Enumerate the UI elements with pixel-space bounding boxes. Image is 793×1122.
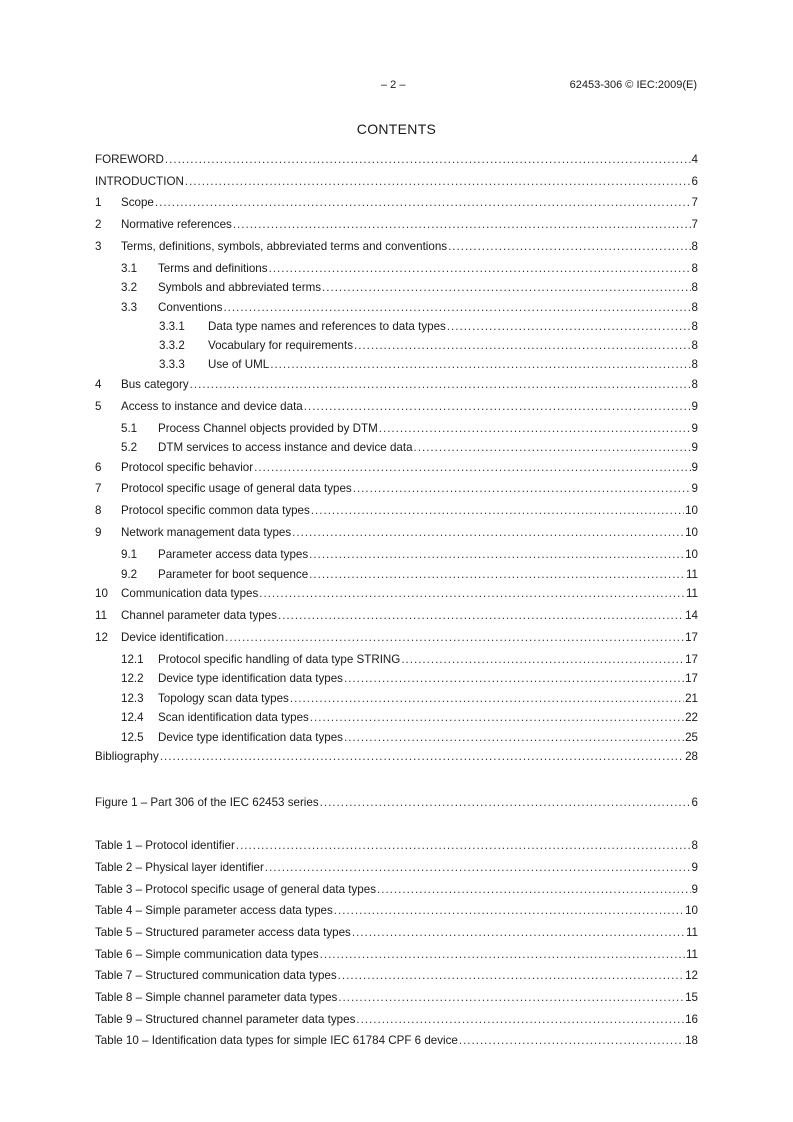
toc-entry-page: 9 — [691, 461, 698, 474]
toc-entry[interactable] — [121, 421, 698, 437]
toc-entry-text: Device type identification data types — [158, 672, 343, 685]
toc-entry[interactable] — [95, 749, 698, 765]
toc-entry[interactable] — [159, 319, 698, 335]
table-entry-page: 8 — [691, 839, 698, 852]
toc-entry-page: 22 — [685, 711, 698, 724]
dot-leader — [320, 795, 691, 811]
dot-leader — [414, 440, 691, 456]
dot-leader — [165, 152, 691, 168]
toc-entry-page: 17 — [685, 672, 698, 685]
toc-entry[interactable] — [121, 691, 698, 707]
dot-leader — [310, 710, 684, 726]
toc-entry[interactable] — [121, 567, 698, 583]
toc-entry-text: Conventions — [158, 301, 223, 314]
toc-entry[interactable] — [95, 174, 698, 190]
toc-entry[interactable] — [121, 710, 698, 726]
table-entry-page: 11 — [685, 926, 698, 939]
toc-entry[interactable] — [121, 300, 698, 316]
toc-entry[interactable] — [95, 152, 698, 168]
dot-leader — [265, 860, 691, 876]
toc-entry-page: 17 — [685, 631, 698, 644]
toc-entry-number: 3.3 — [121, 301, 138, 314]
toc-entry-number: 8 — [95, 504, 102, 517]
table-entry-page: 11 — [685, 948, 698, 961]
toc-entry-number: 12.1 — [121, 653, 144, 666]
toc-entry-number: 10 — [95, 587, 108, 600]
toc-entry-number: 12.2 — [121, 672, 144, 685]
table-entry[interactable] — [95, 903, 698, 919]
toc-entry-page: 9 — [691, 422, 698, 435]
toc-entry-text: Normative references — [121, 218, 232, 231]
toc-entry-page: 10 — [685, 504, 698, 517]
toc-entry[interactable] — [95, 481, 698, 497]
toc-entry[interactable] — [95, 217, 698, 233]
table-entry[interactable] — [95, 925, 698, 941]
toc-entry-page: 28 — [685, 750, 698, 763]
table-entry[interactable] — [95, 968, 698, 984]
table-entry-text: Table 3 – Protocol specific usage of general data types — [95, 883, 377, 896]
toc-entry[interactable] — [121, 652, 698, 668]
table-entry[interactable] — [95, 947, 698, 963]
toc-entry-text: INTRODUCTION — [95, 175, 184, 188]
dot-leader — [356, 1012, 684, 1028]
table-entry-page: 16 — [685, 1013, 698, 1026]
toc-entry-number: 2 — [95, 218, 102, 231]
dot-leader — [236, 838, 691, 854]
toc-entry-text: Use of UML — [208, 358, 270, 371]
dot-leader — [304, 399, 691, 415]
dot-leader — [309, 547, 684, 563]
table-entry-text: Table 2 – Physical layer identifier — [95, 861, 264, 874]
toc-entry[interactable] — [95, 630, 698, 646]
dot-leader — [320, 947, 685, 963]
toc-entry-number: 5.1 — [121, 422, 138, 435]
table-entry-page: 15 — [685, 991, 698, 1004]
page-number: – 2 – — [381, 79, 406, 91]
toc-entry-text: Scope — [121, 196, 154, 209]
toc-entry-page: 9 — [691, 482, 698, 495]
toc-entry[interactable] — [95, 525, 698, 541]
toc-entry[interactable] — [95, 399, 698, 415]
dot-leader — [185, 174, 691, 190]
dot-leader — [377, 882, 691, 898]
dot-leader — [233, 217, 691, 233]
table-entry[interactable] — [95, 1012, 698, 1028]
dot-leader — [338, 990, 684, 1006]
dot-leader — [459, 1033, 684, 1049]
toc-entry-number: 3.2 — [121, 281, 138, 294]
toc-entry-number: 9.1 — [121, 548, 138, 561]
table-entry-text: Table 7 – Structured communication data types — [95, 969, 337, 982]
toc-entry-number: 3.1 — [121, 262, 138, 275]
dot-leader — [334, 903, 684, 919]
dot-leader — [269, 261, 691, 277]
dot-leader — [353, 481, 691, 497]
toc-entry-page: 6 — [691, 175, 698, 188]
toc-entry-page: 4 — [691, 153, 698, 166]
dot-leader — [292, 525, 684, 541]
toc-entry-text: Parameter for boot sequence — [158, 568, 309, 581]
dot-leader — [322, 280, 691, 296]
dot-leader — [379, 421, 691, 437]
toc-entry-text: Access to instance and device data — [121, 400, 303, 413]
toc-entry-number: 3.3.3 — [159, 358, 185, 371]
toc-entry[interactable] — [121, 280, 698, 296]
toc-entry-number: 11 — [95, 609, 108, 622]
table-entry-page: 18 — [685, 1034, 698, 1047]
table-entry-text: Table 10 – Identification data types for simple IEC 61784 CPF 6 device — [95, 1034, 458, 1047]
dot-leader — [448, 239, 690, 255]
toc-entry-text: Terms, definitions, symbols, abbreviated terms and conventions — [121, 240, 448, 253]
toc-entry-text: FOREWORD — [95, 153, 164, 166]
toc-entry-page: 11 — [685, 587, 698, 600]
figure-entry[interactable] — [95, 795, 698, 811]
table-entry[interactable] — [95, 1033, 698, 1049]
toc-entry-page: 8 — [691, 378, 698, 391]
toc-entry[interactable] — [159, 357, 698, 373]
toc-entry[interactable] — [95, 503, 698, 519]
toc-entry-text: Protocol specific common data types — [121, 504, 310, 517]
dot-leader — [278, 608, 684, 624]
toc-entry-number: 12.3 — [121, 692, 144, 705]
toc-entry-number: 1 — [95, 196, 102, 209]
toc-entry-number: 9 — [95, 526, 102, 539]
dot-leader — [344, 671, 684, 687]
toc-entry-text: Symbols and abbreviated terms — [158, 281, 322, 294]
dot-leader — [223, 300, 690, 316]
table-entry-text: Table 1 – Protocol identifier — [95, 839, 235, 852]
toc-entry[interactable] — [121, 730, 698, 746]
toc-entry-number: 12 — [95, 631, 108, 644]
toc-entry-text: Network management data types — [121, 526, 292, 539]
toc-entry-text: Protocol specific usage of general data types — [121, 482, 352, 495]
table-entry[interactable] — [95, 990, 698, 1006]
toc-entry-page: 9 — [691, 441, 698, 454]
toc-entry-text: Scan identification data types — [158, 711, 309, 724]
table-entry[interactable] — [95, 838, 698, 854]
toc-entry-text: Channel parameter data types — [121, 609, 277, 622]
toc-entry-text: Bibliography — [95, 750, 159, 763]
toc-entry[interactable] — [121, 440, 698, 456]
toc-entry-page: 8 — [691, 281, 698, 294]
table-entry[interactable] — [95, 882, 698, 898]
figure-entry-page: 6 — [691, 796, 698, 809]
toc-entry-page: 8 — [691, 339, 698, 352]
toc-entry-number: 4 — [95, 378, 102, 391]
dot-leader — [311, 503, 684, 519]
toc-entry-number: 5.2 — [121, 441, 138, 454]
toc-entry-text: Communication data types — [121, 587, 259, 600]
toc-entry-page: 7 — [691, 196, 698, 209]
document-id: 62453-306 © IEC:2009(E) — [569, 79, 697, 91]
toc-entry[interactable] — [95, 195, 698, 211]
table-entry-page: 9 — [691, 883, 698, 896]
dot-leader — [290, 691, 684, 707]
toc-entry-text: Vocabulary for requirements — [208, 339, 353, 352]
toc-entry-number: 9.2 — [121, 568, 138, 581]
table-entry-page: 10 — [685, 904, 698, 917]
toc-entry-text: Terms and definitions — [158, 262, 268, 275]
dot-leader — [344, 730, 684, 746]
toc-entry-number: 3.3.1 — [159, 320, 185, 333]
dot-leader — [225, 630, 684, 646]
page-title: CONTENTS — [356, 121, 437, 137]
toc-entry[interactable] — [121, 671, 698, 687]
toc-entry-number: 3.3.2 — [159, 339, 185, 352]
toc-entry[interactable] — [121, 547, 698, 563]
table-entry-text: Table 5 – Structured parameter access data types — [95, 926, 351, 939]
toc-entry-number: 7 — [95, 482, 102, 495]
toc-entry-page: 10 — [685, 526, 698, 539]
dot-leader — [338, 968, 684, 984]
toc-entry-text: Topology scan data types — [158, 692, 289, 705]
toc-entry-page: 7 — [691, 218, 698, 231]
table-entry-text: Table 8 – Simple channel parameter data types — [95, 991, 338, 1004]
dot-leader — [270, 357, 690, 373]
toc-entry[interactable] — [121, 261, 698, 277]
dot-leader — [309, 567, 685, 583]
toc-entry-text: Data type names and references to data types — [208, 320, 446, 333]
toc-entry-number: 12.4 — [121, 711, 144, 724]
toc-entry-page: 14 — [685, 609, 698, 622]
table-entry-text: Table 9 – Structured channel parameter data types — [95, 1013, 356, 1026]
toc-entry-page: 10 — [685, 548, 698, 561]
dot-leader — [254, 460, 690, 476]
toc-entry[interactable] — [159, 338, 698, 354]
dot-leader — [401, 652, 684, 668]
dot-leader — [160, 749, 684, 765]
toc-entry-number: 12.5 — [121, 731, 144, 744]
toc-entry-text: Parameter access data types — [158, 548, 309, 561]
toc-entry-number: 3 — [95, 240, 102, 253]
dot-leader — [447, 319, 691, 335]
toc-entry[interactable] — [95, 586, 698, 602]
toc-entry-text: DTM services to access instance and device data — [158, 441, 413, 454]
toc-entry-page: 17 — [685, 653, 698, 666]
figure-entry-text: Figure 1 – Part 306 of the IEC 62453 series — [95, 796, 319, 809]
toc-entry-number: 5 — [95, 400, 102, 413]
toc-entry-page: 8 — [691, 262, 698, 275]
toc-entry-page: 21 — [685, 692, 698, 705]
toc-entry-number: 6 — [95, 461, 102, 474]
toc-entry-page: 8 — [691, 301, 698, 314]
toc-entry-text: Bus category — [121, 378, 189, 391]
table-entry[interactable] — [95, 860, 698, 876]
dot-leader — [352, 925, 685, 941]
toc-entry-text: Protocol specific behavior — [121, 461, 254, 474]
table-entry-page: 12 — [685, 969, 698, 982]
toc-entry-page: 11 — [685, 568, 698, 581]
toc-entry-page: 9 — [691, 400, 698, 413]
toc-entry-page: 25 — [685, 731, 698, 744]
table-entry-text: Table 4 – Simple parameter access data types — [95, 904, 333, 917]
toc-entry-page: 8 — [691, 358, 698, 371]
toc-entry-text: Device type identification data types — [158, 731, 343, 744]
toc-entry[interactable] — [95, 377, 698, 393]
table-entry-text: Table 6 – Simple communication data types — [95, 948, 319, 961]
toc-entry-page: 8 — [691, 240, 698, 253]
toc-entry[interactable] — [95, 608, 698, 624]
toc-entry-text: Device identification — [121, 631, 225, 644]
toc-entry-text: Protocol specific handling of data type STRING — [158, 653, 401, 666]
toc-entry-text: Process Channel objects provided by DTM — [158, 422, 378, 435]
table-entry-page: 9 — [691, 861, 698, 874]
dot-leader — [155, 195, 691, 211]
dot-leader — [190, 377, 691, 393]
dot-leader — [259, 586, 685, 602]
toc-entry[interactable] — [95, 239, 698, 255]
dot-leader — [354, 338, 691, 354]
toc-entry[interactable] — [95, 460, 698, 476]
toc-entry-page: 8 — [691, 320, 698, 333]
